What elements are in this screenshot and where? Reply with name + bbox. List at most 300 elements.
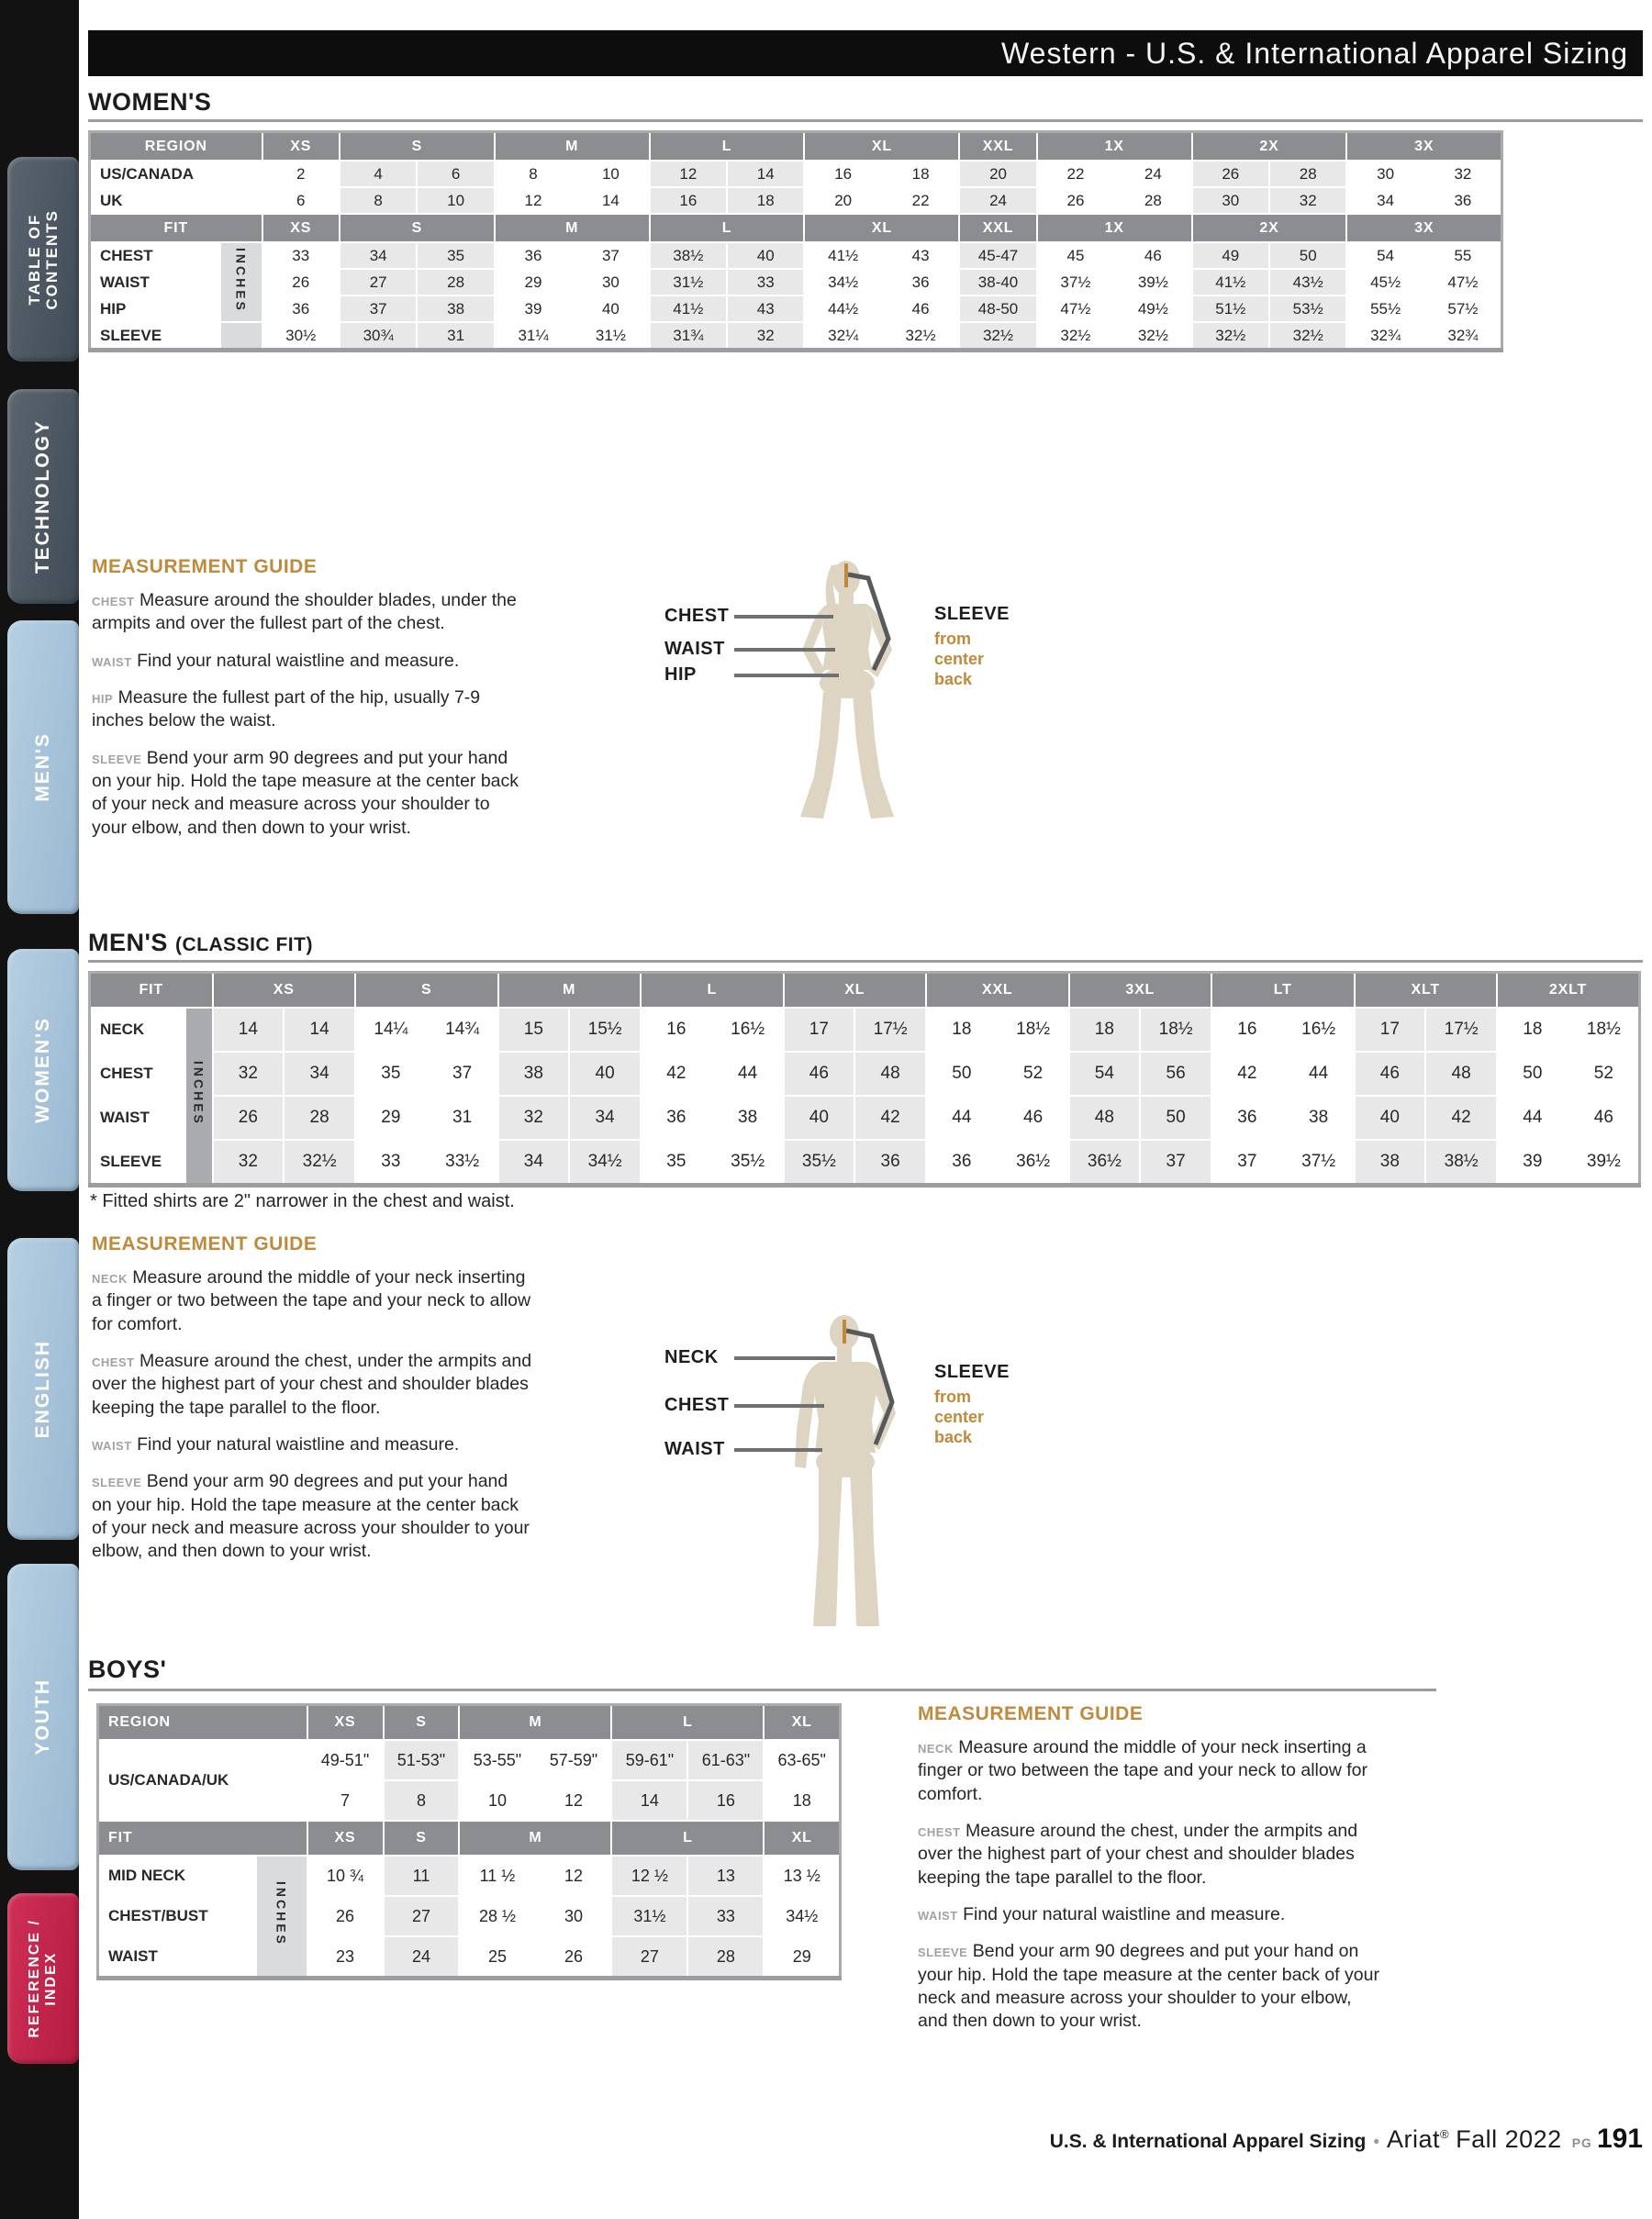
size-value-cell: 15 bbox=[498, 1008, 570, 1052]
size-value-cell: 18½ bbox=[998, 1008, 1069, 1052]
size-value-cell: 34 bbox=[340, 242, 417, 269]
size-value-cell: 53½ bbox=[1269, 295, 1346, 322]
size-value-cell: 13 ½ bbox=[764, 1856, 840, 1896]
sidebar-tab-english[interactable] bbox=[7, 1238, 79, 1540]
women-apparel-size-table bbox=[88, 130, 1503, 352]
size-value-cell: 33 bbox=[262, 242, 340, 269]
size-value-cell: 13 bbox=[687, 1856, 764, 1896]
size-value-cell: 12 ½ bbox=[611, 1856, 687, 1896]
size-group-header: L bbox=[650, 214, 805, 242]
sidebar-tab-reference-index[interactable] bbox=[7, 1893, 79, 2064]
size-value-cell: 43½ bbox=[1269, 269, 1346, 295]
measurement-row-label: WAIST bbox=[90, 269, 220, 295]
size-value-cell: 44½ bbox=[804, 295, 881, 322]
size-value-cell: 30½ bbox=[262, 322, 340, 351]
guide-paragraph: HIP Measure the fullest part of the hip, usually 7-9 inches below the waist. bbox=[92, 687, 481, 731]
size-value-cell: 20 bbox=[804, 187, 881, 214]
size-value-cell: 27 bbox=[384, 1896, 460, 1936]
size-value-cell: 30 bbox=[572, 269, 649, 295]
size-value-cell: 27 bbox=[611, 1936, 687, 1979]
size-value-cell: 41½ bbox=[804, 242, 881, 269]
size-value-cell: 22 bbox=[1037, 161, 1114, 187]
size-group-header: L bbox=[611, 1705, 764, 1741]
size-value-cell: 51-53" bbox=[384, 1740, 460, 1780]
size-value-cell: 34 bbox=[284, 1052, 355, 1096]
inches-unit-cell bbox=[256, 1856, 307, 1979]
guide-paragraph: NECK Measure around the middle of your neck inserting a finger or two between the tape and your neck to allow for comfort. bbox=[92, 1267, 531, 1334]
womens-measurement-guide bbox=[92, 556, 521, 853]
mens-section-heading bbox=[88, 929, 313, 957]
woman-silhouette-graphic bbox=[642, 547, 1046, 896]
size-value-cell: 32 bbox=[1424, 161, 1502, 187]
figure-label-sleeve: SLEEVE bbox=[934, 1362, 1010, 1382]
footer-brand: Ariat® bbox=[1387, 2125, 1450, 2153]
size-group-header: S bbox=[340, 132, 495, 162]
sidebar-tab-label: ENGLISH bbox=[32, 1339, 54, 1439]
size-group-header: S bbox=[355, 973, 498, 1009]
size-group-header: M bbox=[459, 1821, 611, 1856]
size-value-cell: 18 bbox=[1069, 1008, 1141, 1052]
size-value-cell: 44 bbox=[926, 1096, 998, 1140]
section-divider bbox=[88, 119, 1643, 122]
size-group-header: 2X bbox=[1192, 132, 1347, 162]
size-group-header: XXL bbox=[959, 132, 1036, 162]
size-value-cell: 24 bbox=[1114, 161, 1191, 187]
size-value-cell: 18 bbox=[1497, 1008, 1568, 1052]
size-value-cell: 34 bbox=[569, 1096, 641, 1140]
size-value-cell: 38-40 bbox=[959, 269, 1036, 295]
size-value-cell: 14¼ bbox=[355, 1008, 427, 1052]
sidebar bbox=[0, 0, 79, 2219]
size-value-cell: 46 bbox=[1568, 1096, 1640, 1140]
size-value-cell: 18½ bbox=[1568, 1008, 1640, 1052]
page-title: Western - U.S. & International Apparel Sizing bbox=[1001, 36, 1628, 70]
size-value-cell: 33 bbox=[687, 1896, 764, 1936]
sidebar-tab-table-of-contents[interactable] bbox=[7, 157, 79, 362]
size-group-header: XL bbox=[784, 973, 927, 1009]
size-value-cell: 28 bbox=[687, 1936, 764, 1979]
size-value-cell: 56 bbox=[1140, 1052, 1211, 1096]
measurement-row-label: CHEST/BUST bbox=[98, 1896, 256, 1936]
size-value-cell: 33½ bbox=[427, 1140, 498, 1186]
inches-unit-cell bbox=[220, 242, 262, 322]
size-value-cell: 37½ bbox=[1283, 1140, 1355, 1186]
measurement-row-label: CHEST bbox=[90, 242, 220, 269]
size-group-header: M bbox=[495, 214, 650, 242]
inches-label: INCHES bbox=[273, 1881, 289, 1946]
size-value-cell: 44 bbox=[712, 1052, 784, 1096]
size-group-header: M bbox=[459, 1705, 611, 1741]
size-group-header: 2XLT bbox=[1497, 973, 1640, 1009]
size-value-cell: 36 bbox=[926, 1140, 998, 1186]
size-value-cell: 35½ bbox=[784, 1140, 855, 1186]
size-value-cell: 38 bbox=[498, 1052, 570, 1096]
size-group-header: 3XL bbox=[1069, 973, 1212, 1009]
size-value-cell: 2 bbox=[262, 161, 340, 187]
size-value-cell: 36 bbox=[641, 1096, 712, 1140]
size-value-cell: 14 bbox=[572, 187, 649, 214]
size-value-cell: 25 bbox=[459, 1936, 535, 1979]
size-value-cell: 38 bbox=[417, 295, 494, 322]
guide-term: CHEST bbox=[918, 1825, 961, 1840]
size-value-cell: 31½ bbox=[611, 1896, 687, 1936]
size-value-cell: 12 bbox=[535, 1856, 611, 1896]
sleeve-note: from center back bbox=[934, 630, 985, 688]
size-value-cell: 40 bbox=[784, 1096, 855, 1140]
size-value-cell: 14 bbox=[611, 1780, 687, 1821]
size-value-cell: 26 bbox=[1037, 187, 1114, 214]
size-value-cell: 45 bbox=[1037, 242, 1114, 269]
footer-separator: • bbox=[1373, 2133, 1379, 2152]
size-value-cell: 35 bbox=[641, 1140, 712, 1186]
size-value-cell: 32½ bbox=[882, 322, 959, 351]
size-value-cell: 32½ bbox=[959, 322, 1036, 351]
measurement-row-label: SLEEVE bbox=[90, 1140, 185, 1186]
size-value-cell: 63-65" bbox=[764, 1740, 840, 1780]
size-value-cell: 17½ bbox=[854, 1008, 926, 1052]
size-value-cell: 31 bbox=[427, 1096, 498, 1140]
size-value-cell: 55½ bbox=[1346, 295, 1423, 322]
size-value-cell: 46 bbox=[998, 1096, 1069, 1140]
size-group-header: XS bbox=[213, 973, 356, 1009]
size-value-cell: 48 bbox=[1069, 1096, 1141, 1140]
guide-paragraphs bbox=[918, 1736, 1381, 2034]
size-value-cell: 32¼ bbox=[804, 322, 881, 351]
size-value-cell: 12 bbox=[495, 187, 572, 214]
size-value-cell: 36 bbox=[1211, 1096, 1283, 1140]
guide-term: CHEST bbox=[92, 1355, 135, 1370]
size-value-cell: 29 bbox=[495, 269, 572, 295]
size-value-cell: 32½ bbox=[1269, 322, 1346, 351]
size-group-header: M bbox=[498, 973, 642, 1009]
figure-label-waist: WAIST bbox=[664, 1439, 725, 1459]
size-value-cell: 29 bbox=[764, 1936, 840, 1979]
size-value-cell: 34½ bbox=[569, 1140, 641, 1186]
size-value-cell: 45-47 bbox=[959, 242, 1036, 269]
guide-term: WAIST bbox=[92, 654, 132, 669]
size-group-header: L bbox=[650, 132, 805, 162]
size-value-cell: 39 bbox=[1497, 1140, 1568, 1186]
sidebar-tab-youth[interactable] bbox=[7, 1564, 79, 1870]
size-value-cell: 33 bbox=[355, 1140, 427, 1186]
figure-label-hip: HIP bbox=[664, 664, 697, 685]
guide-paragraph: SLEEVE Bend your arm 90 degrees and put your hand on your hip. Hold the tape measure at the center back of your neck and measure across your shoulder to your elbow, and then down to your wrist. bbox=[918, 1941, 1379, 2032]
size-value-cell: 18 bbox=[926, 1008, 998, 1052]
size-value-cell: 16 bbox=[687, 1780, 764, 1821]
size-value-cell: 28 bbox=[417, 269, 494, 295]
size-group-header: XXL bbox=[926, 973, 1069, 1009]
size-value-cell: 14 bbox=[284, 1008, 355, 1052]
womens-size-table bbox=[88, 130, 1503, 352]
size-value-cell: 28 bbox=[284, 1096, 355, 1140]
size-value-cell: 36½ bbox=[1069, 1140, 1141, 1186]
size-value-cell: 27 bbox=[340, 269, 417, 295]
size-value-cell: 32½ bbox=[284, 1140, 355, 1186]
size-value-cell: 42 bbox=[641, 1052, 712, 1096]
guide-term: SLEEVE bbox=[92, 752, 142, 766]
size-value-cell: 45½ bbox=[1346, 269, 1423, 295]
size-value-cell: 38½ bbox=[1425, 1140, 1497, 1186]
sidebar-tab-label: YOUTH bbox=[32, 1678, 54, 1756]
size-value-cell: 51½ bbox=[1192, 295, 1269, 322]
size-value-cell: 44 bbox=[1497, 1096, 1568, 1140]
womens-section-heading: WOMEN'S bbox=[88, 88, 212, 116]
inches-unit-cell bbox=[185, 1008, 213, 1186]
size-value-cell: 14 bbox=[727, 161, 804, 187]
size-value-cell: 28 ½ bbox=[459, 1896, 535, 1936]
size-value-cell: 54 bbox=[1069, 1052, 1141, 1096]
size-group-header: XS bbox=[307, 1821, 384, 1856]
size-value-cell: 42 bbox=[1425, 1096, 1497, 1140]
size-value-cell: 46 bbox=[1355, 1052, 1426, 1096]
size-value-cell: 36½ bbox=[998, 1140, 1069, 1186]
size-value-cell: 10 bbox=[572, 161, 649, 187]
size-value-cell: 49½ bbox=[1114, 295, 1191, 322]
size-value-cell: 36 bbox=[1424, 187, 1502, 214]
size-value-cell: 52 bbox=[1568, 1052, 1640, 1096]
size-value-cell: 32 bbox=[213, 1052, 285, 1096]
measurement-row-label: CHEST bbox=[90, 1052, 185, 1096]
size-value-cell: 6 bbox=[262, 187, 340, 214]
size-value-cell: 31¼ bbox=[495, 322, 572, 351]
size-value-cell: 50 bbox=[1140, 1096, 1211, 1140]
size-value-cell: 54 bbox=[1346, 242, 1423, 269]
size-value-cell: 46 bbox=[1114, 242, 1191, 269]
size-value-cell: 8 bbox=[384, 1780, 460, 1821]
size-group-header: XXL bbox=[959, 214, 1036, 242]
guide-paragraphs bbox=[92, 589, 521, 840]
size-value-cell: 34½ bbox=[764, 1896, 840, 1936]
boys-size-table bbox=[96, 1703, 842, 1980]
boys-measurement-guide bbox=[918, 1703, 1381, 2047]
table-section-header: FIT bbox=[98, 1821, 307, 1856]
size-value-cell: 41½ bbox=[650, 295, 727, 322]
size-value-cell: 49-51" bbox=[307, 1740, 384, 1780]
size-value-cell: 8 bbox=[495, 161, 572, 187]
guide-term: HIP bbox=[92, 692, 114, 707]
size-value-cell: 8 bbox=[340, 187, 417, 214]
size-value-cell: 34½ bbox=[804, 269, 881, 295]
size-value-cell: 57-59" bbox=[535, 1740, 611, 1780]
size-group-header: XL bbox=[804, 214, 959, 242]
region-row-label: US/CANADA bbox=[90, 161, 262, 187]
size-value-cell: 36 bbox=[882, 269, 959, 295]
table-section-header: REGION bbox=[98, 1705, 307, 1741]
size-group-header: 1X bbox=[1037, 214, 1192, 242]
registered-mark: ® bbox=[1440, 2127, 1450, 2141]
size-value-cell: 17 bbox=[784, 1008, 855, 1052]
size-value-cell: 16½ bbox=[712, 1008, 784, 1052]
size-value-cell: 49 bbox=[1192, 242, 1269, 269]
page-footer bbox=[88, 2124, 1643, 2155]
size-value-cell: 11 bbox=[384, 1856, 460, 1896]
footer-season: Fall 2022 bbox=[1456, 2125, 1562, 2153]
sidebar-tab-mens[interactable] bbox=[7, 620, 79, 914]
boys-apparel-size-table bbox=[96, 1703, 842, 1980]
guide-term: SLEEVE bbox=[918, 1946, 968, 1960]
size-value-cell: 37 bbox=[1140, 1140, 1211, 1186]
size-value-cell: 31¾ bbox=[650, 322, 727, 351]
figure-label-sleeve: SLEEVE bbox=[934, 604, 1010, 624]
size-value-cell: 16 bbox=[650, 187, 727, 214]
size-value-cell: 32 bbox=[1269, 187, 1346, 214]
size-value-cell: 16 bbox=[1211, 1008, 1283, 1052]
size-value-cell: 42 bbox=[1211, 1052, 1283, 1096]
guide-paragraph: WAIST Find your natural waistline and measure. bbox=[92, 1434, 460, 1455]
sidebar-tab-womens[interactable] bbox=[7, 949, 79, 1191]
size-value-cell: 6 bbox=[417, 161, 494, 187]
figure-label-waist: WAIST bbox=[664, 639, 725, 659]
section-divider bbox=[88, 1689, 1436, 1691]
guide-term: WAIST bbox=[918, 1909, 958, 1924]
size-value-cell: 32 bbox=[727, 322, 804, 351]
size-value-cell: 38 bbox=[712, 1096, 784, 1140]
size-value-cell: 46 bbox=[784, 1052, 855, 1096]
guide-paragraph: CHEST Measure around the shoulder blades, under the armpits and over the fullest part of the chest. bbox=[92, 590, 517, 634]
size-value-cell: 18 bbox=[727, 187, 804, 214]
region-row-label: UK bbox=[90, 187, 262, 214]
size-value-cell: 17 bbox=[1355, 1008, 1426, 1052]
size-value-cell: 12 bbox=[535, 1780, 611, 1821]
size-value-cell: 53-55" bbox=[459, 1740, 535, 1780]
size-value-cell: 17½ bbox=[1425, 1008, 1497, 1052]
size-value-cell: 37 bbox=[427, 1052, 498, 1096]
size-value-cell: 61-63" bbox=[687, 1740, 764, 1780]
mens-heading-text: MEN'S bbox=[88, 929, 168, 956]
woman-silhouette bbox=[800, 561, 894, 819]
size-group-header: XL bbox=[764, 1821, 840, 1856]
size-value-cell: 31½ bbox=[650, 269, 727, 295]
sleeve-note: from center back bbox=[934, 1388, 985, 1446]
size-value-cell: 33 bbox=[727, 269, 804, 295]
size-value-cell: 38 bbox=[1283, 1096, 1355, 1140]
section-divider bbox=[88, 960, 1643, 963]
measurement-row-label: WAIST bbox=[98, 1936, 256, 1979]
size-value-cell: 14¾ bbox=[427, 1008, 498, 1052]
size-value-cell: 39½ bbox=[1114, 269, 1191, 295]
measurement-row-label: SLEEVE bbox=[90, 322, 220, 351]
size-value-cell: 48 bbox=[1425, 1052, 1497, 1096]
size-value-cell: 26 bbox=[535, 1936, 611, 1979]
measurement-row-label: NECK bbox=[90, 1008, 185, 1052]
size-value-cell: 38½ bbox=[650, 242, 727, 269]
size-value-cell: 32¾ bbox=[1346, 322, 1423, 351]
size-value-cell: 18 bbox=[882, 161, 959, 187]
figure-label-chest: CHEST bbox=[664, 606, 730, 626]
size-value-cell: 43 bbox=[727, 295, 804, 322]
size-group-header: 3X bbox=[1346, 132, 1501, 162]
size-value-cell: 41½ bbox=[1192, 269, 1269, 295]
size-value-cell: 40 bbox=[1355, 1096, 1426, 1140]
size-value-cell: 22 bbox=[882, 187, 959, 214]
size-value-cell: 15½ bbox=[569, 1008, 641, 1052]
size-value-cell: 39½ bbox=[1568, 1140, 1640, 1186]
fitted-shirts-note: * Fitted shirts are 2" narrower in the chest and waist. bbox=[90, 1191, 515, 1211]
guide-heading: MEASUREMENT GUIDE bbox=[92, 556, 318, 577]
size-value-cell: 44 bbox=[1283, 1052, 1355, 1096]
size-value-cell: 50 bbox=[1269, 242, 1346, 269]
size-value-cell: 40 bbox=[569, 1052, 641, 1096]
page-title-bar bbox=[88, 30, 1643, 76]
size-value-cell: 23 bbox=[307, 1936, 384, 1979]
size-value-cell: 59-61" bbox=[611, 1740, 687, 1780]
womens-figure bbox=[642, 547, 1046, 896]
figure-label-neck: NECK bbox=[664, 1347, 719, 1367]
size-value-cell: 47½ bbox=[1037, 295, 1114, 322]
mens-measurement-guide bbox=[92, 1233, 532, 1578]
size-value-cell: 35 bbox=[417, 242, 494, 269]
sidebar-tab-label: TABLE OF CONTENTS bbox=[25, 208, 61, 310]
size-value-cell: 29 bbox=[355, 1096, 427, 1140]
size-value-cell: 30 bbox=[1192, 187, 1269, 214]
size-value-cell: 26 bbox=[213, 1096, 285, 1140]
size-value-cell: 34 bbox=[498, 1140, 570, 1186]
size-value-cell: 32½ bbox=[1114, 322, 1191, 351]
size-value-cell: 52 bbox=[998, 1052, 1069, 1096]
sidebar-tab-technology[interactable] bbox=[7, 389, 79, 604]
size-value-cell: 30 bbox=[1346, 161, 1423, 187]
size-value-cell: 26 bbox=[307, 1896, 384, 1936]
size-value-cell: 18 bbox=[764, 1780, 840, 1821]
size-group-header: M bbox=[495, 132, 650, 162]
table-section-header: REGION bbox=[90, 132, 262, 162]
size-group-header: L bbox=[641, 973, 784, 1009]
guide-heading: MEASUREMENT GUIDE bbox=[92, 1233, 318, 1254]
size-value-cell: 40 bbox=[727, 242, 804, 269]
size-value-cell: 35 bbox=[355, 1052, 427, 1096]
size-group-header: 3X bbox=[1346, 214, 1501, 242]
size-value-cell: 28 bbox=[1114, 187, 1191, 214]
size-group-header: XS bbox=[262, 132, 340, 162]
size-value-cell: 38 bbox=[1355, 1140, 1426, 1186]
size-value-cell: 26 bbox=[1192, 161, 1269, 187]
size-group-header: L bbox=[611, 1821, 764, 1856]
guide-paragraphs bbox=[92, 1266, 532, 1564]
size-value-cell: 50 bbox=[1497, 1052, 1568, 1096]
size-value-cell: 14 bbox=[213, 1008, 285, 1052]
guide-term: SLEEVE bbox=[92, 1476, 142, 1490]
size-group-header: XS bbox=[307, 1705, 384, 1741]
guide-paragraph: WAIST Find your natural waistline and measure. bbox=[918, 1904, 1286, 1925]
size-value-cell: 11 ½ bbox=[459, 1856, 535, 1896]
mens-heading-suffix: (CLASSIC FIT) bbox=[174, 934, 313, 955]
region-row-label: US/CANADA/UK bbox=[98, 1740, 307, 1821]
size-group-header: 1X bbox=[1037, 132, 1192, 162]
guide-paragraph: NECK Measure around the middle of your neck inserting a finger or two between the tape and your neck to allow for comfort. bbox=[918, 1737, 1367, 1804]
size-value-cell: 28 bbox=[1269, 161, 1346, 187]
size-value-cell: 32 bbox=[213, 1140, 285, 1186]
size-group-header: LT bbox=[1211, 973, 1355, 1009]
sidebar-tab-label: TECHNOLOGY bbox=[32, 418, 54, 574]
size-value-cell: 42 bbox=[854, 1096, 926, 1140]
size-value-cell: 32 bbox=[498, 1096, 570, 1140]
guide-term: WAIST bbox=[92, 1439, 132, 1454]
measurement-row-label: WAIST bbox=[90, 1096, 185, 1140]
footer-pg-label: PG bbox=[1571, 2135, 1592, 2150]
size-value-cell: 48-50 bbox=[959, 295, 1036, 322]
size-value-cell: 30 bbox=[535, 1896, 611, 1936]
size-value-cell: 20 bbox=[959, 161, 1036, 187]
size-group-header: XL bbox=[804, 132, 959, 162]
size-value-cell: 35½ bbox=[712, 1140, 784, 1186]
size-value-cell: 16 bbox=[641, 1008, 712, 1052]
guide-term: CHEST bbox=[92, 595, 135, 608]
size-group-header: XLT bbox=[1355, 973, 1498, 1009]
size-value-cell: 31 bbox=[417, 322, 494, 351]
size-value-cell: 50 bbox=[926, 1052, 998, 1096]
size-value-cell: 36 bbox=[262, 295, 340, 322]
size-value-cell: 37½ bbox=[1037, 269, 1114, 295]
